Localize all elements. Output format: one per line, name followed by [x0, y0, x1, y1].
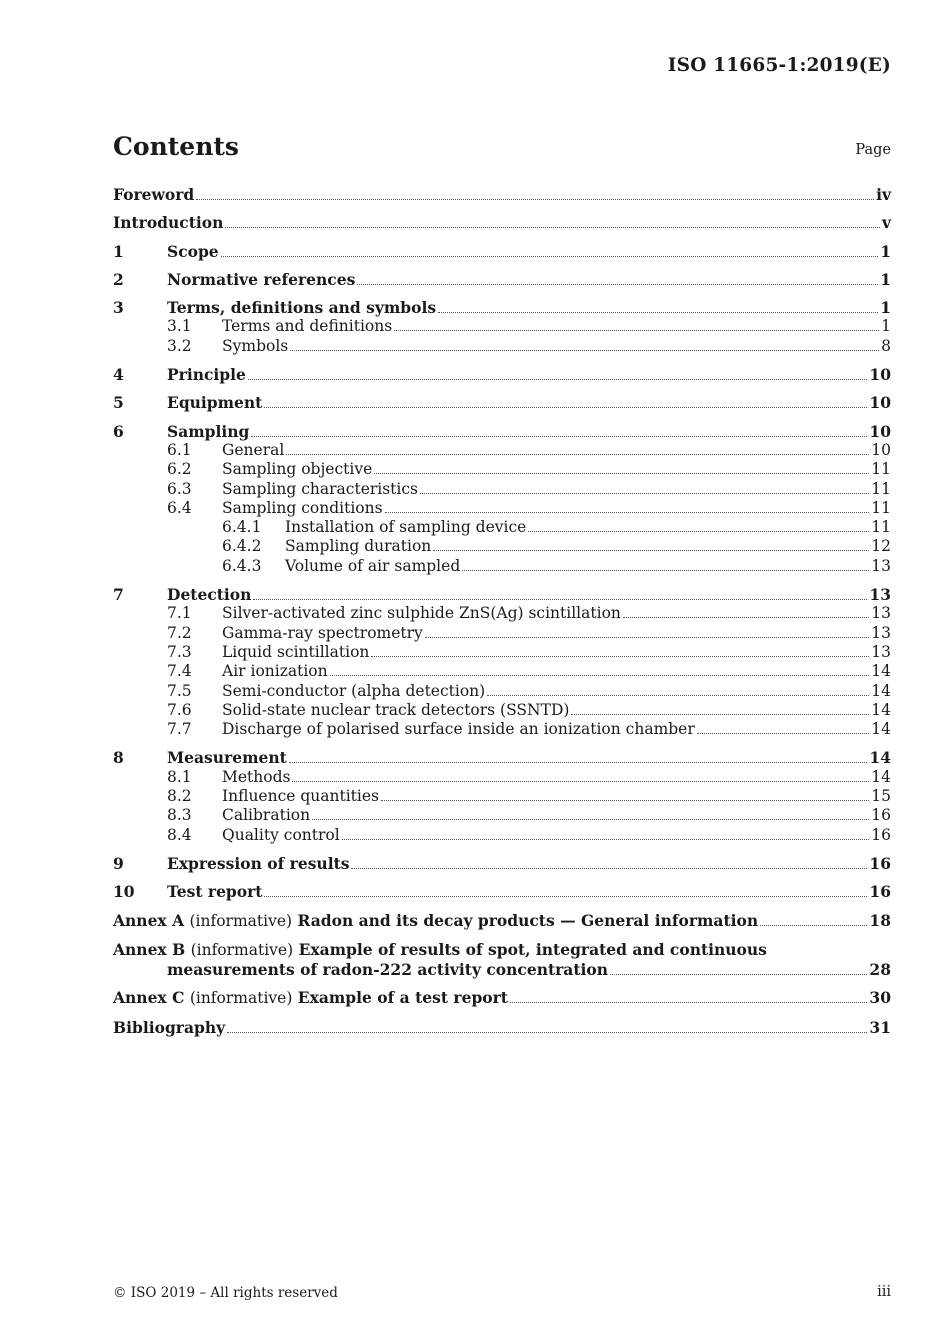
- annex-type: (informative): [189, 989, 293, 1008]
- toc-entry-7[interactable]: [113, 585, 891, 604]
- dot-leader: [248, 375, 868, 380]
- toc-number: 8.2: [167, 787, 192, 806]
- toc-entry-bibliography[interactable]: [113, 1018, 891, 1037]
- toc-title: Principle: [167, 365, 246, 385]
- toc-title: Bibliography: [113, 1017, 226, 1037]
- toc-entry-7-4[interactable]: [113, 662, 891, 681]
- toc-entry-4[interactable]: [113, 365, 891, 384]
- dot-leader: [438, 308, 878, 313]
- dot-leader: [225, 223, 880, 228]
- toc-title: General: [222, 440, 285, 459]
- toc-entry-annex-b[interactable]: [113, 940, 891, 980]
- page-number: iii: [877, 1284, 891, 1300]
- toc-entry-introduction[interactable]: [113, 213, 891, 232]
- toc-title: Sampling: [167, 421, 250, 441]
- toc-title: Normative references: [167, 269, 356, 289]
- toc-page: 10: [869, 421, 891, 441]
- annex-type: (informative): [189, 911, 293, 930]
- dot-leader: [286, 450, 869, 455]
- toc-number: 6.1: [167, 440, 192, 459]
- toc-entry-3-1[interactable]: [113, 317, 891, 336]
- toc-page: 11: [871, 498, 891, 517]
- toc-page: 16: [869, 853, 891, 873]
- toc-number: 7.6: [167, 700, 192, 719]
- annex-b-line2: [113, 960, 891, 979]
- toc-number: 6: [113, 421, 124, 441]
- dot-leader: [571, 710, 869, 715]
- toc-number: 7.3: [167, 642, 192, 661]
- annex-b-line1: [113, 940, 891, 960]
- toc-number: 6.2: [167, 460, 192, 479]
- dot-leader: [196, 195, 874, 200]
- toc-entry-2[interactable]: [113, 270, 891, 289]
- toc-page: 13: [871, 604, 891, 623]
- dot-leader: [290, 346, 879, 351]
- toc-entry-8-3[interactable]: [113, 806, 891, 825]
- table-of-contents: [113, 185, 891, 1037]
- dot-leader: [264, 892, 867, 897]
- document-id: ISO 11665-1:2019(E): [667, 55, 891, 76]
- toc-title: Introduction: [113, 213, 224, 233]
- page-title: Contents: [113, 132, 240, 161]
- toc-title: Detection: [167, 585, 252, 605]
- toc-number: 6.4: [167, 498, 192, 517]
- dot-leader: [351, 864, 867, 869]
- toc-page: 13: [871, 556, 891, 575]
- dot-leader: [760, 921, 867, 926]
- toc-number: 1: [113, 241, 124, 261]
- dot-leader: [510, 998, 867, 1003]
- dot-leader: [227, 1028, 867, 1033]
- toc-entry-8-4[interactable]: [113, 826, 891, 845]
- dot-leader: [487, 691, 869, 696]
- toc-entry-7-3[interactable]: [113, 643, 891, 662]
- dot-leader: [251, 432, 867, 437]
- toc-title: Expression of results: [167, 853, 350, 873]
- toc-entry-6-4-2[interactable]: [113, 537, 891, 556]
- toc-entry-3[interactable]: [113, 298, 891, 317]
- toc-page: 11: [871, 518, 891, 537]
- toc-page: 30: [869, 988, 891, 1008]
- dot-leader: [381, 796, 869, 801]
- toc-number: 8.1: [167, 767, 192, 786]
- toc-title: Air ionization: [222, 662, 328, 681]
- annex-title: Radon and its decay products — General information: [297, 910, 759, 930]
- toc-page: 14: [871, 767, 891, 786]
- annex-title-line1: Example of results of spot, integrated and continuous: [298, 939, 767, 959]
- dot-leader: [433, 546, 869, 551]
- dot-leader: [420, 489, 869, 494]
- toc-page: 16: [871, 806, 891, 825]
- toc-title: Volume of air sampled: [285, 556, 461, 575]
- dot-leader: [221, 252, 879, 257]
- toc-number: 8: [113, 748, 124, 768]
- toc-number: 6.4.2: [222, 537, 262, 556]
- toc-number: 7.5: [167, 681, 192, 700]
- toc-title: Scope: [167, 241, 219, 261]
- toc-page: 1: [881, 317, 891, 336]
- toc-page: 16: [869, 882, 891, 902]
- toc-title: Silver-activated zinc sulphide ZnS(Ag) scintillation: [222, 604, 621, 623]
- dot-leader: [371, 652, 869, 657]
- toc-entry-1[interactable]: [113, 242, 891, 261]
- toc-page: 14: [871, 700, 891, 719]
- copyright-notice: © ISO 2019 – All rights reserved: [113, 1285, 338, 1301]
- dot-leader: [394, 326, 879, 331]
- dot-leader: [425, 633, 869, 638]
- toc-page: 14: [871, 681, 891, 700]
- toc-page: 1: [880, 298, 891, 318]
- dot-leader: [289, 758, 868, 763]
- toc-entry-8-1[interactable]: [113, 768, 891, 787]
- annex-label: Annex B: [113, 939, 186, 959]
- annex-type: (informative): [190, 940, 294, 959]
- toc-number: 7.1: [167, 604, 192, 623]
- toc-number: 6.4.3: [222, 556, 262, 575]
- toc-title: Symbols: [222, 336, 289, 355]
- toc-page: 12: [871, 537, 891, 556]
- dot-leader: [342, 835, 870, 840]
- toc-entry-7-6[interactable]: [113, 701, 891, 720]
- toc-entry-7-1[interactable]: [113, 604, 891, 623]
- toc-title: Calibration: [222, 806, 311, 825]
- toc-page: 14: [871, 662, 891, 681]
- dot-leader: [623, 613, 869, 618]
- toc-title: Discharge of polarised surface inside an ionization chamber: [222, 720, 695, 739]
- toc-title: Sampling duration: [285, 537, 432, 556]
- toc-number: 8.4: [167, 825, 192, 844]
- toc-number: 5: [113, 393, 124, 413]
- toc-number: 2: [113, 269, 124, 289]
- toc-page: 8: [881, 336, 891, 355]
- toc-entry-8-2[interactable]: [113, 787, 891, 806]
- toc-number: 7.2: [167, 623, 192, 642]
- toc-page: 14: [869, 748, 891, 768]
- toc-title: Sampling characteristics: [222, 479, 419, 498]
- toc-entry-6-2[interactable]: [113, 460, 891, 479]
- dot-leader: [462, 566, 869, 571]
- toc-number: 3.1: [167, 317, 192, 336]
- toc-page: 28: [869, 960, 891, 980]
- dot-leader: [264, 403, 867, 408]
- dot-leader: [697, 729, 870, 734]
- toc-title: Terms and definitions: [222, 317, 393, 336]
- toc-number: 6.4.1: [222, 518, 262, 537]
- toc-page: 11: [871, 460, 891, 479]
- toc-title: Quality control: [222, 825, 340, 844]
- toc-entry-6-4[interactable]: [113, 499, 891, 518]
- toc-entry-6[interactable]: [113, 422, 891, 441]
- toc-page: 31: [869, 1017, 891, 1037]
- toc-entry-5[interactable]: [113, 393, 891, 412]
- toc-page: 11: [871, 479, 891, 498]
- toc-page: 13: [871, 623, 891, 642]
- toc-title: Gamma-ray spectrometry: [222, 623, 423, 642]
- toc-title: [113, 988, 508, 1008]
- toc-entry-10[interactable]: [113, 882, 891, 901]
- toc-page: 1: [880, 241, 891, 261]
- toc-number: 7.7: [167, 720, 192, 739]
- toc-number: 3: [113, 298, 124, 318]
- toc-entry-8[interactable]: [113, 748, 891, 767]
- toc-page: 13: [871, 642, 891, 661]
- toc-title: Liquid scintillation: [222, 642, 370, 661]
- toc-title: Terms, definitions and symbols: [167, 298, 437, 318]
- annex-label: Annex C: [113, 988, 185, 1008]
- page-column-label: Page: [855, 142, 891, 158]
- toc-title: Equipment: [167, 393, 263, 413]
- toc-number: 4: [113, 365, 124, 385]
- toc-entry-6-1[interactable]: [113, 441, 891, 460]
- toc-title: Sampling conditions: [222, 498, 383, 517]
- toc-number: 7.4: [167, 662, 192, 681]
- toc-entry-6-4-3[interactable]: [113, 557, 891, 576]
- toc-entry-9[interactable]: [113, 854, 891, 873]
- toc-entry-3-2[interactable]: [113, 337, 891, 356]
- toc-page: 10: [869, 393, 891, 413]
- toc-page: v: [881, 213, 891, 233]
- toc-entry-6-4-1[interactable]: [113, 518, 891, 537]
- annex-title-line2: measurements of radon-222 activity concentration: [167, 960, 609, 980]
- dot-leader: [330, 671, 870, 676]
- toc-number: 6.3: [167, 479, 192, 498]
- toc-title: Test report: [167, 882, 263, 902]
- dot-leader: [292, 777, 869, 782]
- dot-leader: [610, 970, 867, 975]
- toc-entry-annex-a[interactable]: [113, 911, 891, 931]
- toc-title: Solid-state nuclear track detectors (SSNTD): [222, 700, 570, 719]
- toc-entry-annex-c[interactable]: [113, 988, 891, 1008]
- toc-entry-7-7[interactable]: [113, 720, 891, 739]
- toc-page: 18: [869, 910, 891, 930]
- toc-title: [113, 911, 758, 931]
- toc-number: 8.3: [167, 806, 192, 825]
- dot-leader: [312, 815, 869, 820]
- toc-entry-7-5[interactable]: [113, 682, 891, 701]
- toc-title: Sampling objective: [222, 460, 373, 479]
- toc-entry-6-3[interactable]: [113, 480, 891, 499]
- toc-number: 7: [113, 585, 124, 605]
- toc-title: Installation of sampling device: [285, 518, 527, 537]
- toc-title: Measurement: [167, 748, 287, 768]
- toc-page: 10: [871, 440, 891, 459]
- toc-page: 1: [880, 269, 891, 289]
- toc-number: 10: [113, 882, 135, 902]
- toc-title: Influence quantities: [222, 787, 379, 806]
- toc-page: 14: [871, 720, 891, 739]
- dot-leader: [528, 527, 869, 532]
- toc-page: iv: [876, 185, 891, 204]
- toc-page: 10: [869, 365, 891, 385]
- dot-leader: [253, 595, 867, 600]
- dot-leader: [385, 508, 870, 513]
- toc-entry-7-2[interactable]: [113, 624, 891, 643]
- dot-leader: [357, 280, 878, 285]
- toc-title: Foreword: [113, 185, 195, 204]
- toc-entry-foreword[interactable]: [113, 185, 891, 204]
- annex-label: Annex A: [113, 910, 185, 930]
- toc-number: 3.2: [167, 336, 192, 355]
- toc-page: 15: [871, 787, 891, 806]
- toc-number: 9: [113, 853, 124, 873]
- annex-title: Example of a test report: [297, 988, 508, 1008]
- toc-page: 16: [871, 825, 891, 844]
- toc-title: Semi-conductor (alpha detection): [222, 681, 486, 700]
- toc-title: Methods: [222, 767, 291, 786]
- toc-page: 13: [869, 585, 891, 605]
- dot-leader: [374, 469, 869, 474]
